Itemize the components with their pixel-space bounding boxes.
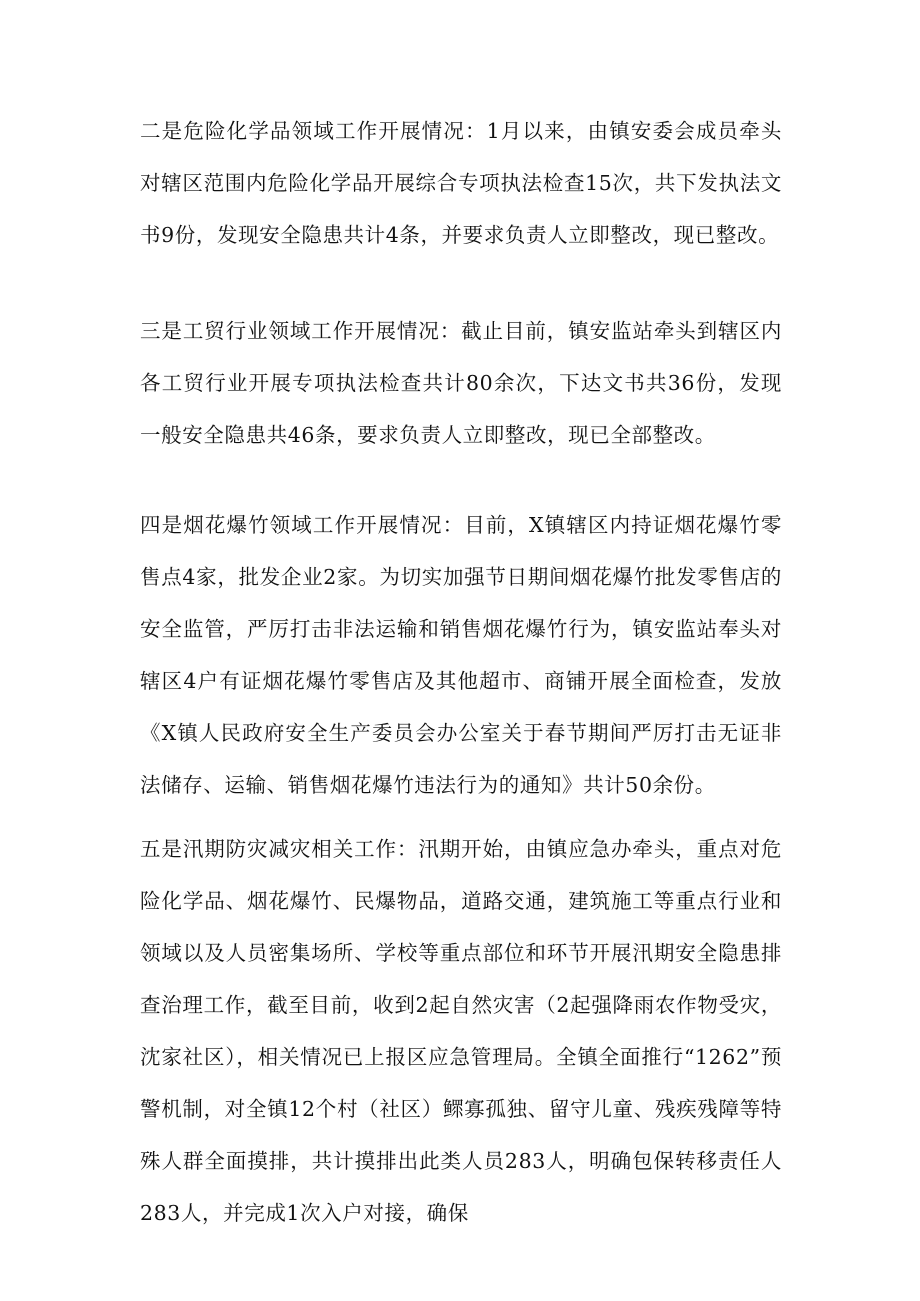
paragraph-industry-trade: 三是工贸行业领域工作开展情况：截止目前，镇安监站牵头到辖区内各工贸行业开展专项执法检查共计80余次，下达文书共36份，发现一般安全隐患共46条，要求负责人立即整改，现已全部整改。 [140, 319, 782, 447]
paragraph-hazardous-chemicals: 二是危险化学品领域工作开展情况：1月以来，由镇安委会成员牵头对辖区范围内危险化学品开展综合专项执法检查15次，共下发执法文书9份，发现安全隐患共计4条，并要求负责人立即整改，现已整改。 [140, 119, 782, 247]
paragraph-flood-prevention: 五是汛期防灾减灾相关工作：汛期开始，由镇应急办牵头，重点对危险化学品、烟花爆竹、民爆物品，道路交通，建筑施工等重点行业和领域以及人员密集场所、学校等重点部位和环节开展汛期安全隐患排查治理工作，截至目前，收到2起自然灾害（2起强降雨农作物受灾，沈家社区），相关情况已上报区应急管理局。全镇全面推行“1262”预警机制，对全镇12个村（社区）鳏寡孤独、留守儿童、残疾残障等特殊人群全面摸排，共计摸排出此类人员283人，明确包保转移责任人283人，并完成1次入户对接，确保 [140, 837, 782, 1225]
paragraph-fireworks: 四是烟花爆竹领域工作开展情况：目前，X镇辖区内持证烟花爆竹零售点4家，批发企业2家。为切实加强节日期间烟花爆竹批发零售店的安全监管，严厉打击非法运输和销售烟花爆竹行为，镇安监站奉头对辖区4户有证烟花爆竹零售店及其他超市、商铺开展全面检查，发放《X镇人民政府安全生产委员会办公室关于春节期间严厉打击无证非法储存、运输、销售烟花爆竹违法行为的通知》共计50余份。 [140, 513, 782, 797]
